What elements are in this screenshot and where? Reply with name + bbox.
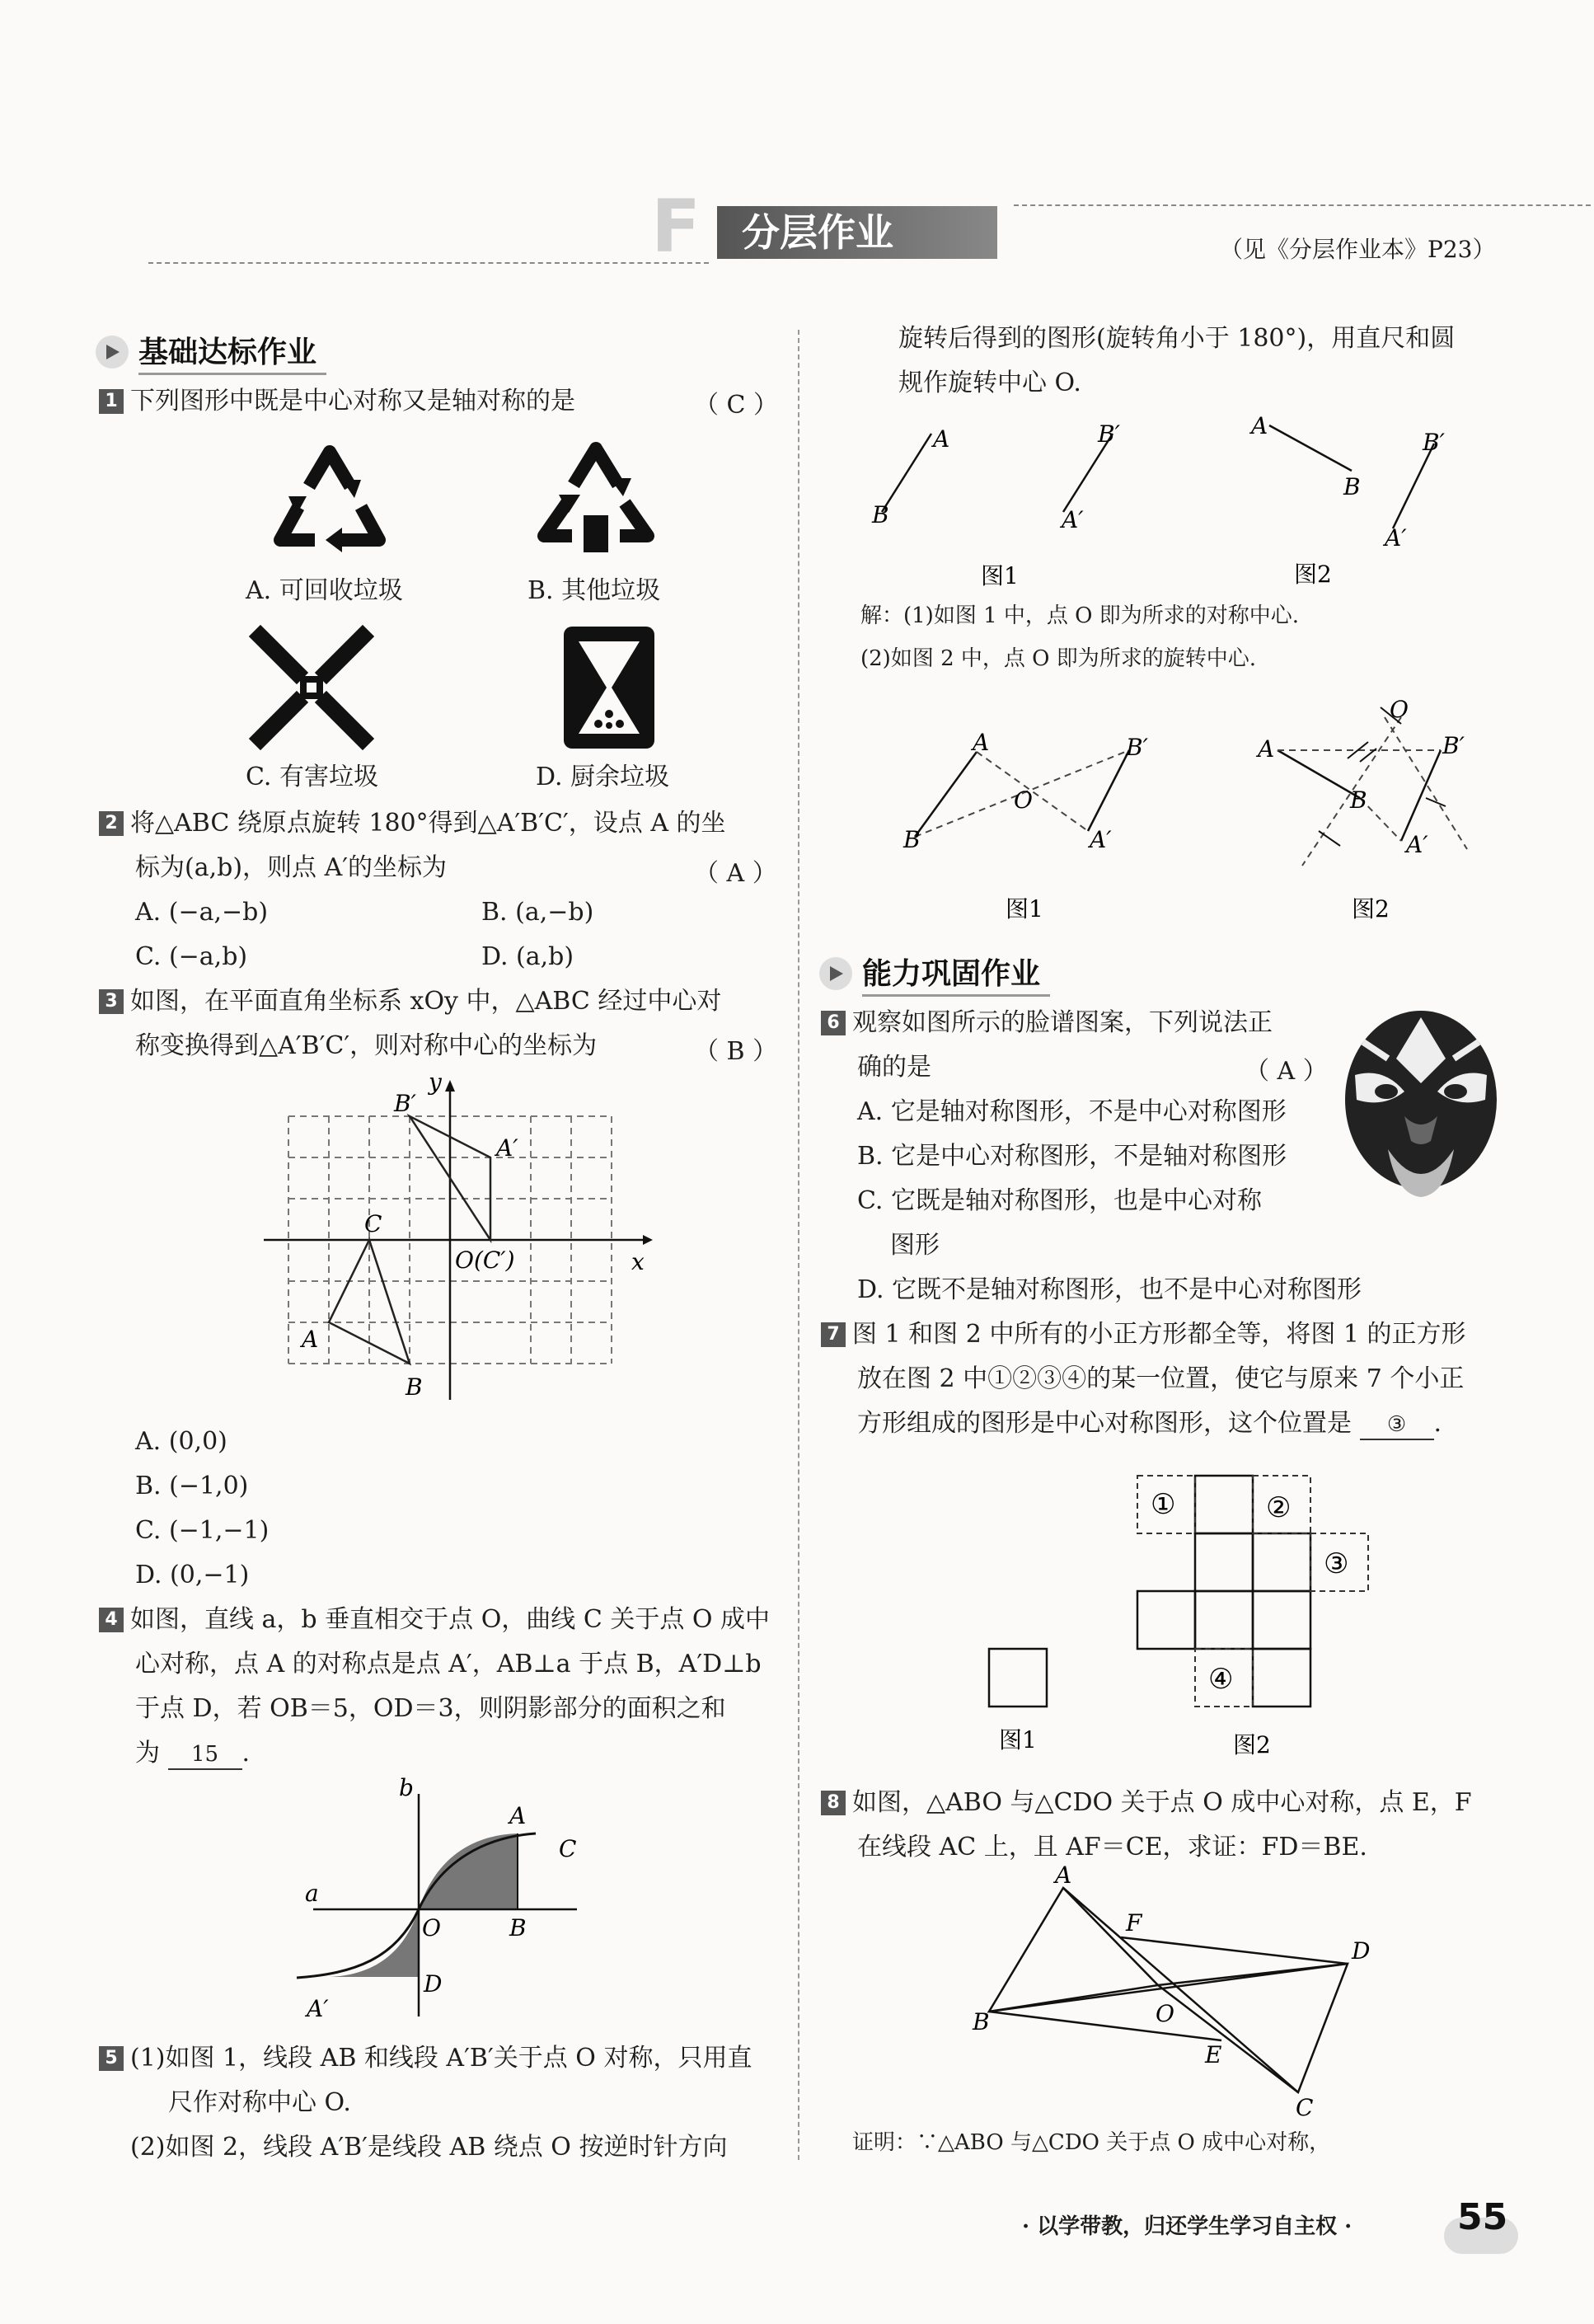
- q4-curve-figure: [297, 1774, 593, 2025]
- q8-label-a: A: [1055, 1862, 1072, 1889]
- q4-line2: 心对称，点 A 的对称点是点 A′，AB⊥a 于点 B，A′D⊥b: [135, 1650, 762, 1678]
- q3-line2: 称变换得到△A′B′C′，则对称中心的坐标为: [135, 1031, 598, 1060]
- q8-label-d: D: [1352, 1937, 1371, 1965]
- q5-s-fig1-caption: 图1: [1006, 895, 1043, 923]
- footer-slogan: · 以学带教，归还学生学习自主权 ·: [1022, 2214, 1353, 2239]
- q1-answer: （ C ）: [694, 391, 779, 420]
- q5-s2-label-b: B: [1350, 786, 1367, 814]
- q1-stem: 1 下列图形中既是中心对称又是轴对称的是: [99, 379, 575, 424]
- q3-label-y: y: [429, 1068, 442, 1096]
- q3-label-bprime: B′: [394, 1090, 416, 1117]
- q5-s1-label-o: O: [1014, 786, 1033, 814]
- q5-line2: 尺作对称中心 O.: [168, 2088, 351, 2117]
- q6-line1: 6 观察如图所示的脸谱图案，下列说法正: [821, 1001, 1273, 1045]
- q5-p-label-b: B: [872, 501, 889, 528]
- q4-label-a-point: A: [509, 1802, 527, 1829]
- q8-label-e: E: [1205, 2041, 1222, 2068]
- section-arrow-icon: [819, 957, 852, 990]
- q5-line5: 规作旋转中心 O.: [898, 369, 1081, 397]
- q7-square-figures: [981, 1467, 1393, 1772]
- q5-p-label-bprime: B′: [1098, 420, 1120, 448]
- q4-label-o: O: [422, 1914, 441, 1941]
- header-rule-right: [1014, 204, 1591, 206]
- header-logo-f: F: [651, 184, 701, 269]
- q5-s2-label-aprime: A′: [1406, 831, 1428, 858]
- q5-fig2-caption: 图2: [1294, 561, 1332, 588]
- q8-label-b: B: [973, 2008, 990, 2035]
- q2-answer: （ A ）: [694, 859, 777, 888]
- q3-label-b: B: [406, 1373, 423, 1401]
- q6-option-c: C. 它既是轴对称图形，也是中心对称: [857, 1186, 1262, 1215]
- q3-label-aprime: A′: [496, 1134, 518, 1162]
- section-arrow-icon: [96, 336, 129, 369]
- recycle-icon: [264, 437, 396, 561]
- q7-mark-2: ②: [1266, 1491, 1292, 1524]
- q5-s1-label-a: A: [973, 729, 990, 756]
- q5-solution-1: 解：(1)如图 1 中，点 O 即为所求的对称中心.: [860, 603, 1300, 628]
- q4-label-d: D: [424, 1970, 443, 1998]
- q5-s-fig2-caption: 图2: [1352, 895, 1390, 923]
- q3-option-c: C. (−1,−1): [135, 1516, 270, 1545]
- column-divider: [798, 330, 799, 2160]
- q7-mark-4: ④: [1208, 1663, 1234, 1696]
- q8-label-o: O: [1156, 2000, 1174, 2027]
- page-number: 55: [1457, 2196, 1508, 2238]
- q5-solution-2: (2)如图 2 中，点 O 即为所求的旋转中心.: [860, 646, 1257, 671]
- q4-line3: 于点 D，若 OB＝5，OD＝3，则阴影部分的面积之和: [135, 1694, 726, 1723]
- q7-fig2-caption: 图2: [1233, 1731, 1271, 1758]
- q4-label-aprime: A′: [307, 1995, 329, 2022]
- q5-s1-label-bprime: B′: [1126, 734, 1148, 761]
- q4-label-a-axis: a: [305, 1880, 319, 1907]
- q3-label-x: x: [631, 1248, 645, 1275]
- q6-option-c-cont: 图形: [890, 1231, 940, 1260]
- q2-option-c: C. (−a,b): [135, 942, 248, 971]
- q5-line1: 5 (1)如图 1，线段 AB 和线段 A′B′关于点 O 对称，只用直: [99, 2036, 752, 2081]
- q5-s2-label-a: A: [1258, 735, 1275, 763]
- q4-label-b-axis: b: [399, 1774, 414, 1801]
- q3-line1: 3 如图，在平面直角坐标系 xOy 中，△ABC 经过中心对: [99, 979, 721, 1024]
- q1-option-c: C. 有害垃圾: [246, 763, 378, 791]
- kitchen-waste-icon: [560, 623, 658, 752]
- q8-proof-line: 证明：∵△ABO 与△CDO 关于点 O 成中心对称，: [852, 2130, 1331, 2155]
- q5-solution-figures: [874, 696, 1500, 932]
- harmful-waste-icon: [249, 625, 374, 750]
- q3-option-d: D. (0,−1): [135, 1561, 250, 1589]
- q6-option-a: A. 它是轴对称图形，不是中心对称图形: [857, 1097, 1287, 1126]
- q7-line1: 7 图 1 和图 2 中所有的小正方形都全等，将图 1 的正方形: [821, 1312, 1465, 1357]
- q1-option-b: B. 其他垃圾: [527, 576, 661, 605]
- q1-option-a: A. 可回收垃圾: [246, 576, 403, 605]
- q4-label-c: C: [559, 1835, 577, 1862]
- q7-mark-1: ①: [1151, 1488, 1176, 1521]
- q5-line4: 旋转后得到的图形(旋转角小于 180°)，用直尺和圆: [898, 324, 1456, 353]
- q7-answer-blank: ③: [1360, 1411, 1434, 1440]
- q3-coordinate-figure: [256, 1068, 668, 1401]
- q5-s2-label-bprime: B′: [1442, 732, 1465, 759]
- opera-mask-image: [1338, 1009, 1503, 1207]
- q5-s1-label-b: B: [903, 826, 921, 853]
- q2-option-b: B. (a,−b): [481, 898, 594, 927]
- q5-s1-label-aprime: A′: [1090, 826, 1112, 853]
- q1-option-d: D. 厨余垃圾: [536, 763, 670, 791]
- q5-s2-label-o: O: [1390, 696, 1409, 723]
- other-waste-icon: [534, 437, 658, 561]
- q3-label-origin: O(C′): [455, 1247, 515, 1274]
- q5-p-label-aprime: A′: [1062, 506, 1084, 533]
- q5-problem-figures: [857, 409, 1500, 599]
- q4-line1: 4 如图，直线 a，b 垂直相交于点 O，曲线 C 关于点 O 成中: [99, 1598, 770, 1642]
- q5-line3: (2)如图 2，线段 A′B′是线段 AB 绕点 O 按逆时针方向: [130, 2133, 728, 2162]
- q4-label-b-point: B: [509, 1914, 527, 1941]
- q7-mark-3: ③: [1324, 1547, 1349, 1580]
- header-reference: （见《分层作业本》P23）: [1220, 236, 1496, 263]
- q5-p2-label-b: B: [1343, 473, 1361, 500]
- q3-label-a: A: [302, 1326, 319, 1353]
- q5-fig1-caption: 图1: [981, 562, 1019, 589]
- q8-triangles-figure: [973, 1862, 1401, 2121]
- q3-option-a: A. (0,0): [135, 1427, 227, 1456]
- q8-label-c: C: [1296, 2094, 1314, 2121]
- q5-p2-label-aprime: A′: [1385, 524, 1407, 552]
- q3-label-c: C: [364, 1210, 382, 1237]
- q6-answer: （ A ）: [1245, 1057, 1328, 1086]
- q7-fig1-caption: 图1: [999, 1726, 1037, 1754]
- q5-p2-label-a: A: [1251, 412, 1268, 439]
- q2-line1: 2 将△ABC 绕原点旋转 180°得到△A′B′C′，设点 A 的坐: [99, 801, 726, 846]
- q5-p2-label-bprime: B′: [1423, 429, 1445, 456]
- header-title: 分层作业: [742, 210, 893, 255]
- q8-label-f: F: [1126, 1909, 1142, 1937]
- q3-option-b: B. (−1,0): [135, 1472, 249, 1500]
- q4-answer-blank: 15: [168, 1740, 242, 1770]
- q7-line3: 方形组成的图形是中心对称图形，这个位置是 ③ .: [857, 1401, 1442, 1446]
- q2-option-a: A. (−a,−b): [135, 898, 269, 927]
- header-rule-left: [148, 262, 709, 264]
- section-ability: 能力巩固作业: [819, 953, 1050, 994]
- q4-line4: 为 15 .: [135, 1731, 250, 1776]
- q6-option-d: D. 它既不是轴对称图形，也不是中心对称图形: [857, 1275, 1362, 1304]
- section-basic: 基础达标作业: [96, 331, 326, 373]
- q6-option-b: B. 它是中心对称图形，不是轴对称图形: [857, 1142, 1287, 1171]
- q3-answer: （ B ）: [694, 1037, 778, 1066]
- q8-line1: 8 如图，△ABO 与△CDO 关于点 O 成中心对称，点 E，F: [821, 1781, 1472, 1825]
- q2-line2: 标为(a,b)，则点 A′的坐标为: [135, 853, 448, 882]
- q5-p-label-a: A: [933, 425, 950, 453]
- q7-line2: 放在图 2 中①②③④的某一位置，使它与原来 7 个小正: [857, 1364, 1465, 1393]
- q2-option-d: D. (a,b): [481, 942, 574, 971]
- q6-line2: 确的是: [857, 1053, 931, 1082]
- q8-line2: 在线段 AC 上，且 AF＝CE，求证：FD＝BE.: [857, 1833, 1367, 1862]
